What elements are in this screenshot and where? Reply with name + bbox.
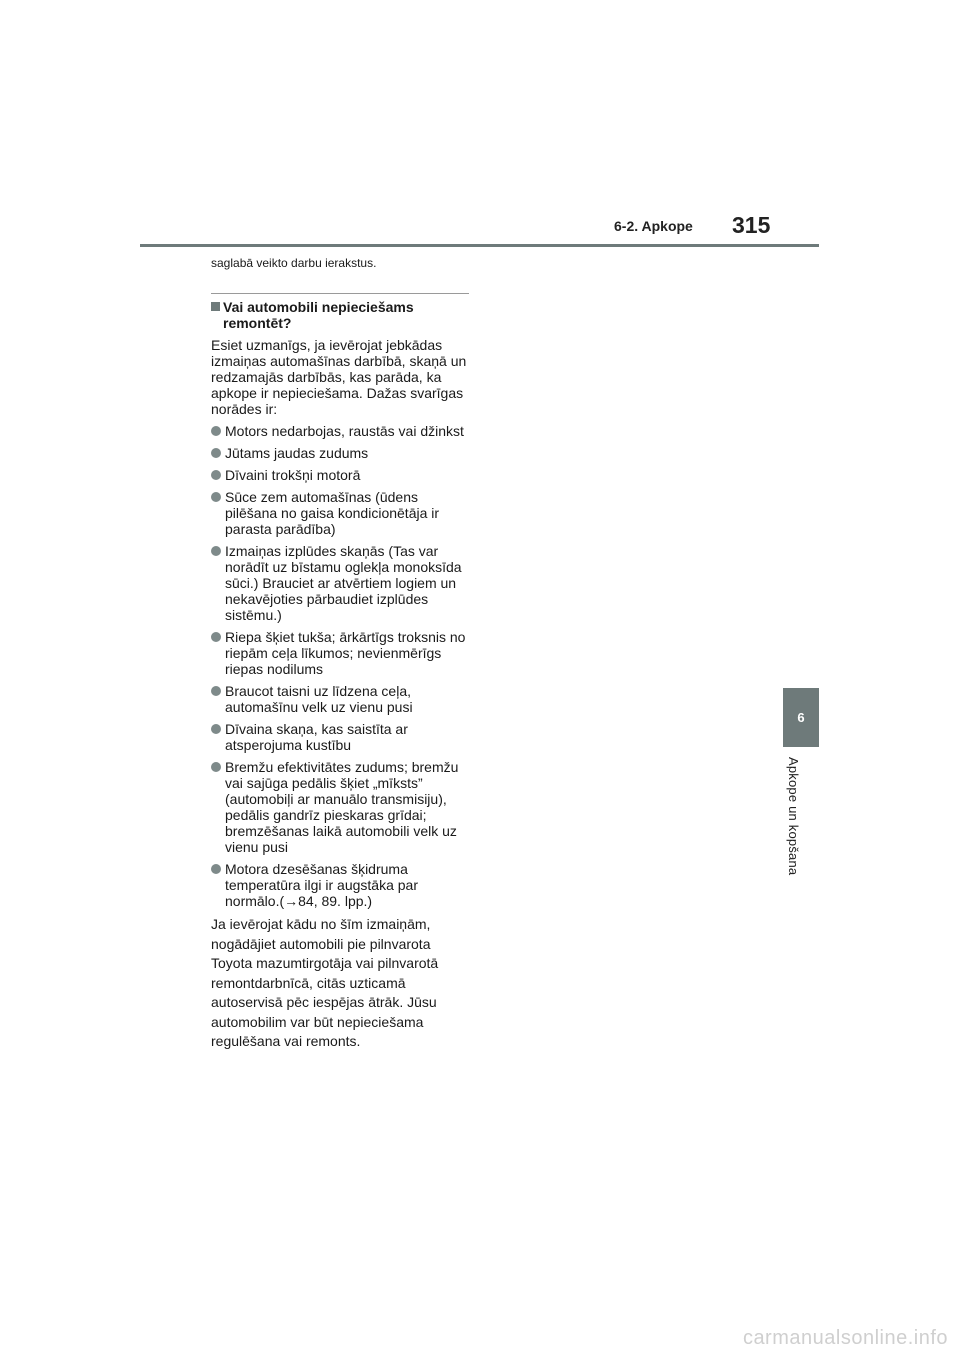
main-content bbox=[211, 256, 473, 1058]
chapter-tab bbox=[783, 688, 819, 747]
list-item bbox=[211, 489, 473, 537]
list-item bbox=[211, 861, 473, 909]
list-item bbox=[211, 721, 473, 753]
chapter-number: 6 bbox=[797, 710, 805, 725]
list-item-text: Bremžu efektivitātes zudums; bremžu vai sajūga pedālis šķiet „mīksts” (automobiļi ar manuālo transmisiju), pedālis gandrīz pieskaras grīdai; bremzēšanas laikā automobili velk uz vienu pusi bbox=[225, 759, 459, 855]
bullet-dot-icon bbox=[211, 448, 221, 458]
list-item bbox=[211, 683, 473, 715]
page-number: 315 bbox=[732, 212, 771, 238]
bullet-dot-icon bbox=[211, 724, 221, 734]
list-item-text: Dīvaini trokšņi motorā bbox=[225, 467, 361, 483]
list-item bbox=[211, 445, 473, 461]
list-item-text: Motors nedarbojas, raustās vai džinkst bbox=[225, 423, 464, 439]
watermark: carmanualsonline.info bbox=[742, 1327, 948, 1349]
chapter-label: Apkope un kopšana bbox=[786, 757, 801, 876]
section-paragraph: Esiet uzmanīgs, ja ievērojat jebkādas izmaiņas automašīnas darbībā, skaņā un redzamajās darbībās, kas parāda, ka apkope ir nepieciešama. Dažas svarīgas norādes ir: bbox=[211, 337, 467, 417]
symptom-list bbox=[211, 423, 473, 909]
list-item-text: Izmaiņas izplūdes skaņās (Tas var norādīt uz bīstamu oglekļa monoksīda sūci.) Brauciet ar atvērtiem logiem un nekavējoties pārbaudiet izplūdes sistēmu.) bbox=[225, 543, 462, 623]
list-item-text: Braucot taisni uz līdzena ceļa, automašīnu velk uz vienu pusi bbox=[225, 683, 413, 715]
bullet-dot-icon bbox=[211, 632, 221, 642]
bullet-dot-icon bbox=[211, 686, 221, 696]
square-bullet-icon bbox=[211, 302, 220, 311]
header-divider bbox=[140, 244, 819, 247]
bullet-dot-icon bbox=[211, 762, 221, 772]
bullet-dot-icon bbox=[211, 426, 221, 436]
section-heading bbox=[211, 299, 473, 331]
list-item-text: Riepa šķiet tukša; ārkārtīgs troksnis no riepām ceļa līkumos; nevienmērīgs riepas nodilums bbox=[225, 629, 466, 677]
list-item-text: Sūce zem automašīnas (ūdens pilēšana no gaisa kondicionētāja ir parasta parādība) bbox=[225, 489, 440, 537]
section-divider bbox=[211, 293, 469, 294]
bullet-dot-icon bbox=[211, 864, 221, 874]
section-heading-text: Vai automobili nepieciešams remontēt? bbox=[223, 299, 414, 331]
list-item bbox=[211, 759, 473, 855]
list-item-text: Dīvaina skaņa, kas saistīta ar atsperojuma kustību bbox=[225, 721, 408, 753]
bullet-dot-icon bbox=[211, 546, 221, 556]
list-item bbox=[211, 423, 473, 439]
list-item bbox=[211, 629, 473, 677]
list-item-text: Jūtams jaudas zudums bbox=[225, 445, 369, 461]
bullet-dot-icon bbox=[211, 470, 221, 480]
closing-paragraph: Ja ievērojat kādu no šīm izmaiņām, nogādājiet automobili pie pilnvarota Toyota mazumtirgotāja vai pilnvarotā remontdarbnīcā, citās uzticamā autoservisā pēc iespējas ātrāk. Jūsu automobilim var būt nepieciešama regulēšana vai remonts. bbox=[211, 916, 439, 1049]
header-section-title: 6-2. Apkope bbox=[614, 218, 693, 234]
list-item bbox=[211, 543, 473, 623]
list-item-text: Motora dzesēšanas šķidruma temperatūra ilgi ir augstāka par normālo.(→84, 89. lpp.) bbox=[225, 861, 418, 909]
bullet-dot-icon bbox=[211, 492, 221, 502]
intro-text: saglabā veikto darbu ierakstus. bbox=[211, 256, 377, 270]
list-item bbox=[211, 467, 473, 483]
